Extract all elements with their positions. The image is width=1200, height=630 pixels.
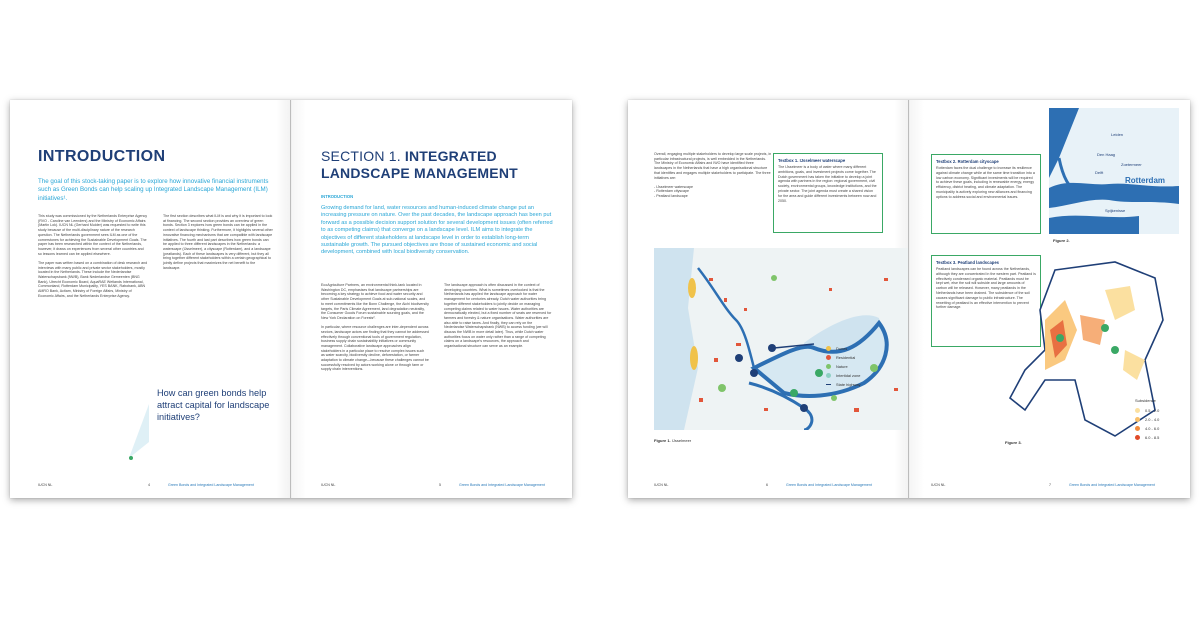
page-6: [628, 100, 908, 498]
legend-label: 2.0 - 4.0: [1145, 417, 1160, 422]
legend-label: 0.5 - 2.0: [1145, 408, 1160, 413]
footer-publisher: IUCN NL: [931, 483, 946, 487]
textbox-title: Textbox 3. Peatland landscapes: [936, 260, 999, 265]
legend-item: [826, 380, 860, 389]
legend-label: 6.0 - 8.5: [1145, 435, 1160, 440]
textbox-title: Textbox 1. IJsselmeer waterscape: [778, 158, 846, 163]
legend-label: Intertidal zone: [836, 373, 861, 378]
figure-label: Figure 2.: [1053, 238, 1070, 243]
place-label: Leiden: [1111, 132, 1124, 137]
pull-quote: How can green bonds help attract capital for landscape initiatives?: [157, 388, 270, 422]
lead-paragraph: The goal of this stock-taking paper is to explore how innovative financial instruments such as Green Bonds can help scaling up Integrated Landscape Management (ILM) initiatives¹.: [38, 178, 269, 202]
page-number: 6: [766, 483, 768, 487]
page-5: [291, 100, 572, 498]
paragraph: The landscape approach is often discussed in the context of developing countries. What is sometimes overlooked is that the Netherlands has applied the landscape approach for water management for centuries already. Dutch water authorities bring together different stakeholders to jointly decide on managing competing claims related to water issues. Water authorities are democratically elected, but a fixed number of seats are reserved for farmers and forestry & nature organisations. Water authorities are also able to raise taxes. And finally, they can rely on the Nederlandse Waterschapsbank (NWB) to access funding (we will discuss the NWB in more detail later). Thus, while Dutch water authorities focus on water only rather than a range of competing claims on a landscape's resources, the approach and organisational structure can serve as an example.: [444, 283, 552, 349]
map-graphic: [654, 248, 908, 430]
footer-title: Green Bonds and Integrated Landscape Management: [459, 483, 545, 487]
legend-label: 4.0 - 6.0: [1145, 426, 1160, 431]
legend-item: [826, 344, 860, 353]
map-graphic: [1049, 108, 1179, 234]
textbox-body: Peatland landscapes can be found across the Netherlands, although they are concentrated in the western part. Peatland is effectively condensed organic material. Peatlands must be kept wet, else the soil will subside and large amounts of carbon will be released. However, many peatlands in the Netherlands have been drained. The subsidence of the soil causes significant damage to public infrastructure. The rewetting of peatland is an effective intervention to prevent further damage.: [936, 267, 1036, 310]
page-4: [10, 100, 290, 498]
textbox-body: The IJsselmeer is a body of water where many different ambitions, goals, and investment projects come together. The Dutch government has taken the initiative to develop a joint agenda with partners in the region: regional government, civil society, environmental groups, knowledge institutions, and the private sector. The joint agenda must create a shared vision for the area and guide different investments between now and 2050.: [778, 165, 877, 203]
legend-swatch: [1135, 408, 1140, 413]
intro-paragraph: Growing demand for land, water resources and human-induced climate change put an increasing pressure on nature. Over the past decades, the landscape approach has been put forward as a possible decision support solution for several development issues (often referred to as competing claims) that converge on a landscape level. ILM aims to integrate the objectives of different stakeholders at landscape level in order to establish long-term sustainable growth. The pursued objectives are those of sustained economic and social development, combined with local biodiversity conservation.: [321, 205, 553, 256]
legend-title: Subsidence: [1135, 398, 1156, 403]
footer-publisher: IUCN NL: [654, 483, 669, 487]
legend-swatch: [1135, 426, 1140, 431]
legend-swatch: [1135, 417, 1140, 422]
paragraph: In particular, where resource challenges are inter-dependent across sectors, landscape actors are finding that they cannot be addressed effectively through conventional tools of government regulation, business supply chain sustainability initiatives or community management. Collaborative landscape approaches align stakeholders in a particular place to resolve complex issues such as water scarcity, biodiversity decline, deforestation, or farmer adaptation to climate change—because these challenges cannot be successfully resolved by actors working alone or through farm or supply chain interventions.: [321, 325, 429, 372]
body-column-2: [163, 214, 273, 275]
figure-3-caption: [1005, 440, 1022, 445]
textbox-1: [773, 153, 883, 233]
page-number: 7: [1049, 483, 1051, 487]
figure-1-caption: [654, 438, 691, 443]
place-label: Spijkenisse: [1105, 208, 1126, 213]
footer-title: Green Bonds and Integrated Landscape Management: [168, 483, 254, 487]
body-column-1: [38, 214, 148, 303]
section-label: SECTION 1.: [321, 148, 401, 164]
paragraph: EcoAgriculture Partners, an environmental think-tank located in Washington DC, emphasises that landscape partnerships are becoming a key strategy to achieve food and water security and other Sustainable Development Goals at sub-national scales, and to meet commitments like the Bonn Challenge, the Aichi biodiversity targets, the Paris Climate Agreement, land degradation neutrality, the Consumer Goods Forum sustainable sourcing goals, and the New York Declaration on Forests².: [321, 283, 429, 320]
legend-swatch: [826, 373, 831, 378]
paragraph: The first section describes what ILM is and why it is important to look at financing. The second section provides an overview of green bonds. Section 3 explores how green bonds can be applied in the context of landscape thinking. Furthermore, it highlights several other innovative financing mechanisms that are compatible with landscape initiatives. The fourth and last part describes how green bonds can be applied to three different landscapes in the Netherlands: a waterscape (IJsselmeer), a cityscape (Rotterdam), and a landscape (peatlands). Each of these landscapes is very different, but they all bring together different stakeholders within a certain geographical to jointly define projects that maximizes the net benefit to the landscape.: [163, 214, 273, 270]
legend-label: Residential: [836, 355, 856, 360]
paragraph: Overall, engaging multiple stakeholders to develop large scale projects, in particular infrastructural projects, is well embedded in the Netherlands. The Ministry of Economic Affairs and IWO have identified three landscapes in the Netherlands that have a high organisational structure that identifies and engages multiple stakeholders to participate. The three initiatives are:: [654, 152, 772, 180]
footer-publisher: IUCN NL: [38, 483, 53, 487]
figure-name: IJsselmeer: [671, 438, 692, 443]
legend-item: [1135, 406, 1159, 415]
textbox-title: Textbox 2. Rotterdam cityscape: [936, 159, 999, 164]
subheading: INTRODUCTION: [321, 194, 354, 199]
page-number: 4: [148, 483, 150, 487]
paragraph: The paper was written based on a combination of desk research and interviews with many public and private sector stakeholders, mostly located in the Netherlands. These include the Nederlandse Waterschapsbank (NWB), Bank Nederlandse Gemeenten (BNG Bank), Utrecht Economic Board, AquaRAE Wetlands International, Commonland, Rotterdam Municipality, YES BANK, Rabobank, ABN AMRO Bank, Actiam, Ministry of Foreign Affairs, Ministry of Economic Affairs, and the Netherlands Enterprise Agency.: [38, 260, 148, 298]
place-label: Zoetermeer: [1121, 162, 1142, 167]
legend-swatch: [1135, 435, 1140, 440]
ijsselmeer-map: [654, 248, 908, 430]
list-item: - IJsselmeer waterscape: [654, 184, 693, 189]
legend-item: [826, 353, 860, 362]
intro-column: [654, 152, 772, 199]
section-title: [321, 148, 551, 182]
subsidence-legend: [1135, 398, 1159, 442]
paragraph: This study was commissioned by the Netherlands Enterprise Agency (RVO - Caroline van Leenders) and the Ministry of Economic Affairs (Martin Lok). IUCN NL (Gerhard Mulder) was requested to write this study because of the multi-disciplinary nature of the research question. The Netherlands government sees ILM as one of the cornerstones for achieving the Sustainable Development Goals. The paper has been researched within the context of the Netherlands, however, it draws on experiences from several other countries and so lessons learned can be applied elsewhere.: [38, 214, 148, 256]
page-7: [909, 100, 1190, 498]
footer-title: Green Bonds and Integrated Landscape Management: [1069, 483, 1155, 487]
place-label: Den Haag: [1097, 152, 1116, 157]
legend-swatch: [826, 346, 831, 351]
legend-item: [826, 362, 860, 371]
place-label: Delft: [1095, 170, 1104, 175]
legend-item: [826, 371, 860, 380]
textbox-body: Rotterdam faces the dual challenge to increase its resilience against climate change while at the same time transition into a low carbon economy. Significant investments will be required to achieve these goals, including in renewable energy, energy efficiency, district heating, and climate adaptation. The municipality is actively exploring new alliances and financing options to address social and environmental issues.: [936, 166, 1035, 199]
rotterdam-map: [1049, 108, 1179, 234]
body-column-1: [321, 283, 429, 377]
page-heading: INTRODUCTION: [38, 148, 166, 165]
legend-swatch: [826, 355, 831, 360]
list-item: - Rotterdam cityscape: [654, 189, 689, 194]
footer-title: Green Bonds and Integrated Landscape Management: [786, 483, 872, 487]
figure-2-caption: [1053, 238, 1070, 243]
figure-label: Figure 3.: [1005, 440, 1022, 445]
legend-item: [1135, 433, 1159, 442]
left-spread: [10, 100, 572, 498]
place-label-highlight: Rotterdam: [1125, 176, 1166, 185]
map-legend: [826, 344, 860, 389]
initiative-list: [654, 185, 772, 199]
legend-item: [1135, 424, 1159, 433]
legend-label: State highway: [836, 382, 861, 387]
list-item: - Peatland landscape: [654, 194, 688, 199]
legend-label: Dunes: [836, 346, 848, 351]
textbox-2: [931, 154, 1041, 234]
section-name: INTEGRATED LANDSCAPE MANAGEMENT: [321, 148, 518, 181]
legend-item: [1135, 415, 1159, 424]
legend-swatch: [826, 384, 831, 386]
legend-label: Nature: [836, 364, 848, 369]
body-column-2: [444, 283, 552, 353]
right-spread: [628, 100, 1190, 498]
page-number: 5: [439, 483, 441, 487]
footer-publisher: IUCN NL: [321, 483, 336, 487]
legend-swatch: [826, 364, 831, 369]
figure-label: Figure 1.: [654, 438, 671, 443]
